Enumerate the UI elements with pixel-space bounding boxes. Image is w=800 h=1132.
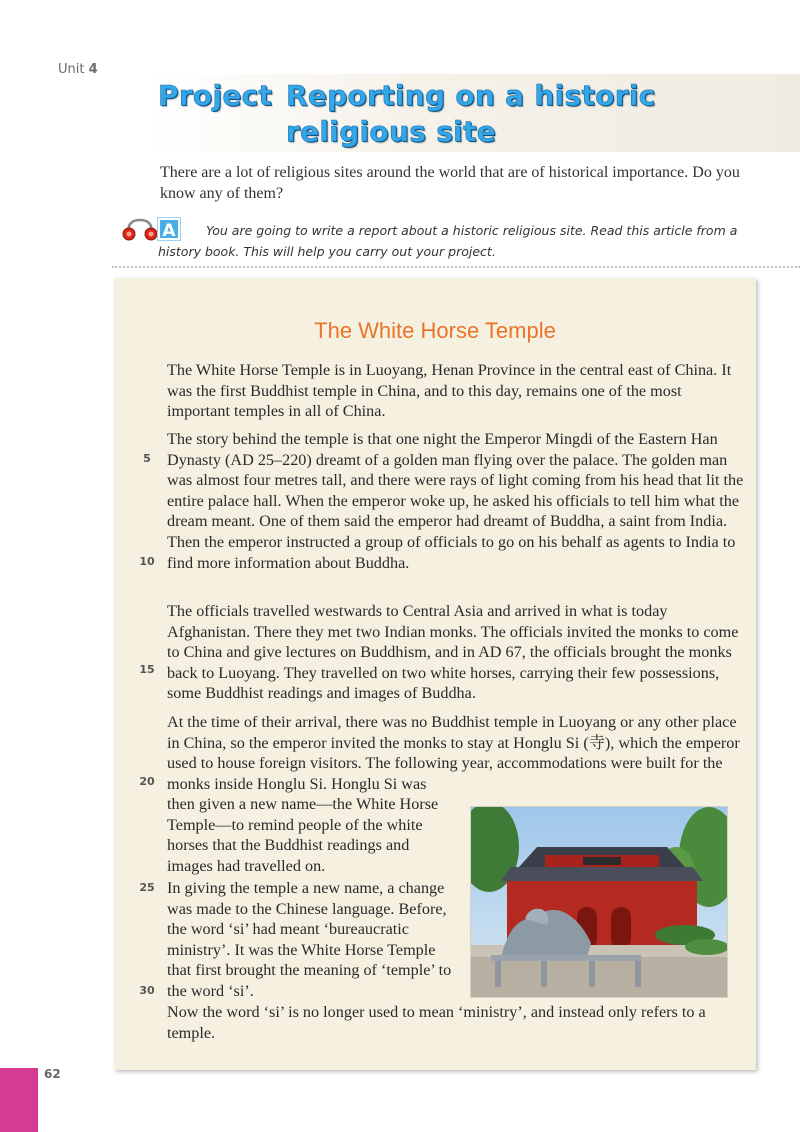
article-title: The White Horse Temple bbox=[314, 318, 556, 343]
unit-number: 4 bbox=[88, 62, 98, 77]
title-keyword: Project bbox=[158, 79, 273, 112]
line-number: 25 bbox=[139, 881, 155, 894]
page-number: 62 bbox=[44, 1067, 61, 1081]
task-instructions bbox=[158, 220, 758, 262]
page-title bbox=[158, 78, 656, 150]
article-paragraph: The story behind the temple is that one night the Emperor Mingdi of the Eastern Han Dynasty (AD 25–220) dreamt of a golden man flying over the palace. The golden man was almost four metres tall, and there were rays of light coming from his head that lit the entire palace hall. When the emperor woke up, he asked his officials to tell him what the dream meant. One of them said the emperor had dreamt of Buddha, a saint from India. Then the emperor instructed a group of officials to go on his behalf as agents to India to find more information about Buddha. bbox=[167, 430, 744, 572]
article-paragraph: Now the word ‘si’ is no longer used to mean ‘ministry’, and instead only refers to a temple. bbox=[167, 1003, 706, 1042]
line-number: 10 bbox=[139, 555, 155, 568]
unit-label-text: Unit bbox=[58, 62, 85, 77]
line-number: 20 bbox=[139, 775, 155, 788]
page-tab bbox=[0, 1068, 38, 1132]
section-badge-a: A bbox=[158, 218, 180, 240]
headphones-icon[interactable] bbox=[120, 216, 160, 244]
task-text: You are going to write a report about a historic religious site. Read this article from a history book. This will help you carry out your project. bbox=[158, 223, 738, 259]
temple-photo bbox=[470, 806, 728, 998]
unit-label bbox=[58, 62, 98, 77]
article-paragraph: At the time of their arrival, there was no Buddhist temple in Luoyang or any other place in China, so the emperor invited the monks to stay at Honglu Si (寺), which the emperor used to house foreign visitors. The following year, accommodations were built for the monks inside Honglu Si. Honglu Si was bbox=[167, 713, 740, 793]
dotted-divider bbox=[112, 266, 800, 268]
article-paragraph: then given a new name—the White Horse Temple—to remind people of the white horses that the Buddhist readings and images had travelled on. bbox=[167, 795, 439, 875]
line-number: 15 bbox=[139, 663, 155, 676]
article-paragraph: The White Horse Temple is in Luoyang, Henan Province in the central east of China. It was the first Buddhist temple in China, and to this day, remains one of the most important temples in all of China. bbox=[167, 361, 732, 421]
intro-text: There are a lot of religious sites around the world that are of historical importance. Do you know any of them? bbox=[160, 164, 740, 202]
line-number: 5 bbox=[143, 452, 151, 465]
title-line2: religious site bbox=[286, 115, 497, 148]
article-paragraph: The officials travelled westwards to Central Asia and arrived in what is today Afghanistan. There they met two Indian monks. The officials invited the monks to come to China and give lectures on Buddhism, and in AD 67, the officials brought the monks back to Luoyang. They travelled on two white horses, carrying their few possessions, some Buddhist readings and images of Buddha. bbox=[167, 602, 739, 703]
temple-photo-image bbox=[471, 807, 727, 997]
article-paragraph: In giving the temple a new name, a change was made to the Chinese language. Before, the word ‘si’ had meant ‘bureaucratic ministry’. It was the White Horse Temple that first brought the meaning of ‘temple’ to the word ‘si’. bbox=[167, 879, 452, 1000]
title-line1: Reporting on a historic bbox=[286, 79, 656, 112]
line-number: 30 bbox=[139, 984, 155, 997]
